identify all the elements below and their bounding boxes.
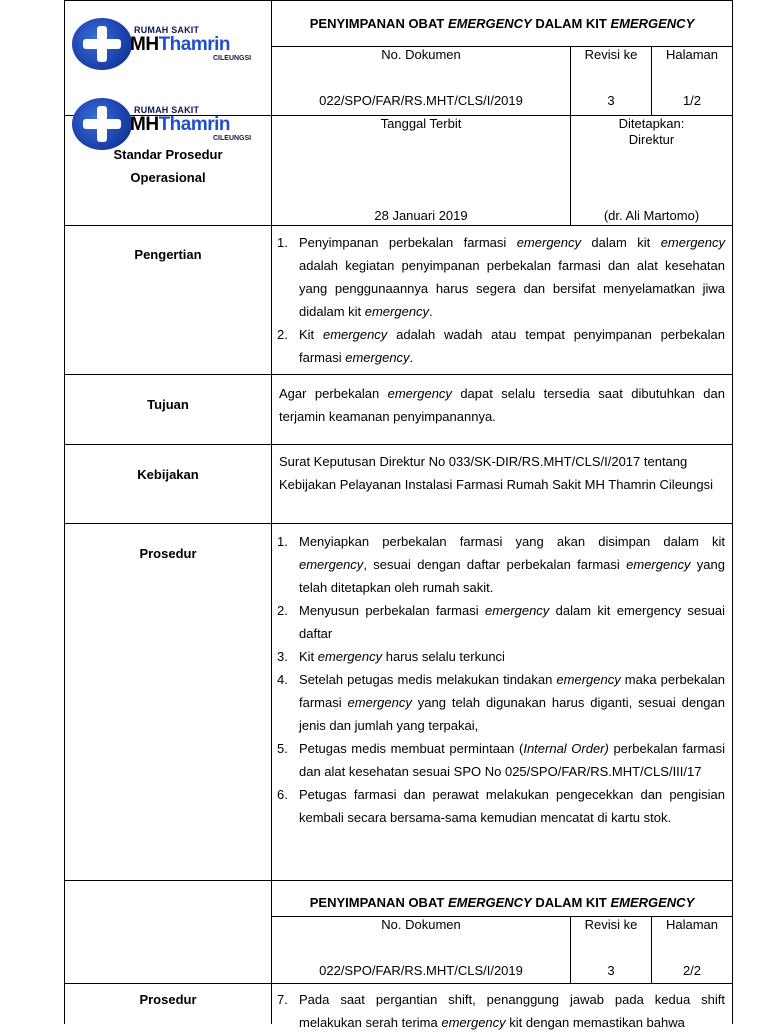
- logo-name: MHThamrin: [130, 34, 231, 55]
- tanggal-terbit-label: Tanggal Terbit: [380, 116, 462, 131]
- table-border-top: [64, 0, 733, 1]
- header2-row-line-2: [64, 983, 733, 984]
- table-divider-label: [271, 0, 272, 1024]
- no-dokumen-label: No. Dokumen: [381, 47, 461, 62]
- revisi-label-page-2: Revisi ke: [584, 917, 638, 932]
- no-dokumen-label-page-2: No. Dokumen: [381, 917, 461, 932]
- table-border-right: [732, 0, 733, 1024]
- list-item: 6. Petugas farmasi dan perawat melakukan pengecekkan dan pengisian kembali secara bersama-sama kemudian mencatat di kartu stok.: [277, 787, 725, 825]
- row-line-tujuan: [64, 374, 733, 375]
- spo-label-line-2: Operasional: [130, 170, 206, 185]
- list-item: 2. Kit emergency adalah wadah atau tempat penyimpanan perbekalan farmasi emergency.: [277, 327, 725, 365]
- logo-name: MHThamrin: [130, 114, 231, 135]
- section-label-prosedur: Prosedur: [139, 546, 197, 561]
- halaman-value-page-2: 2/2: [682, 963, 702, 978]
- halaman-label: Halaman: [665, 47, 719, 62]
- section-label-pengertian: Pengertian: [134, 247, 202, 262]
- document-title-page-2: PENYIMPANAN OBAT EMERGENCY DALAM KIT EMERGENCY: [309, 895, 695, 910]
- list-item: 7. Pada saat pergantian shift, penanggung jawab pada kedua shift melakukan serah terima emergency kit dengan memastikan bahwa: [277, 992, 725, 1030]
- list-item: 1. Penyimpanan perbekalan farmasi emergency dalam kit emergency adalah kegiatan penyimpanan perbekalan farmasi dan alat kesehatan yang penggunaannya harus segera dan bersifat menyelamatkan jiwa didalam kit emergency.: [277, 235, 725, 319]
- list-item: 3. Kit emergency harus selalu terkunci: [277, 649, 505, 664]
- tujuan-content: Agar perbekalan emergency dapat selalu tersedia saat dibutuhkan dan terjamin keamanan penyimpanannya.: [279, 386, 725, 424]
- document-title: PENYIMPANAN OBAT EMERGENCY DALAM KIT EMERGENCY: [309, 16, 695, 31]
- spo-label-line-1: Standar Prosedur: [113, 147, 223, 162]
- kebijakan-content: Surat Keputusan Direktur No 033/SK-DIR/RS.MHT/CLS/I/2017 tentang Kebijakan Pelayanan Instalasi Farmasi Rumah Sakit MH Thamrin Cileungsi: [279, 454, 714, 492]
- list-item: 4. Setelah petugas medis melakukan tindakan emergency maka perbekalan farmasi emergency yang telah digunakan harus diganti, sesuai dengan jenis dan jumlah yang terpakai,: [277, 672, 725, 733]
- hospital-logo: [72, 18, 262, 74]
- ditetapkan-label: Ditetapkan:: [618, 116, 685, 131]
- no-dokumen-value-page-2: 022/SPO/FAR/RS.MHT/CLS/I/2019: [319, 963, 523, 978]
- row-line-kebijakan: [64, 444, 733, 445]
- direktur-name: (dr. Ali Martomo): [603, 208, 700, 223]
- section-label-tujuan: Tujuan: [147, 397, 189, 412]
- direktur-label: Direktur: [628, 132, 675, 147]
- halaman-label-page-2: Halaman: [665, 917, 719, 932]
- logo-cileungsi: CILEUNGSI: [213, 135, 252, 142]
- pengertian-content: [272, 231, 725, 369]
- logo-rumah-sakit: RUMAH SAKIT: [134, 25, 200, 35]
- no-dokumen-value: 022/SPO/FAR/RS.MHT/CLS/I/2019: [319, 93, 523, 108]
- tanggal-terbit-value: 28 Januari 2019: [374, 208, 468, 223]
- prosedur-content: [272, 530, 725, 829]
- section-label-kebijakan: Kebijakan: [137, 467, 199, 482]
- revisi-value: 3: [607, 93, 615, 108]
- revisi-value-page-2: 3: [607, 963, 615, 978]
- revisi-label: Revisi ke: [584, 47, 638, 62]
- halaman-value: 1/2: [682, 93, 702, 108]
- row-line-prosedur: [64, 523, 733, 524]
- logo-rumah-sakit: RUMAH SAKIT: [134, 105, 200, 115]
- row-line-page2-header: [64, 880, 733, 881]
- prosedur-content-continued: [272, 988, 725, 1034]
- section-label-prosedur-continued: Prosedur: [139, 992, 197, 1007]
- logo-cileungsi: CILEUNGSI: [213, 55, 252, 62]
- list-item: 2. Menyusun perbekalan farmasi emergency dalam kit emergency sesuai daftar: [277, 603, 725, 641]
- list-item: 5. Petugas medis membuat permintaan (Internal Order) perbekalan farmasi dan alat kesehatan sesuai SPO No 025/SPO/FAR/RS.MHT/CLS/III/17: [277, 741, 725, 779]
- list-item: 1. Menyiapkan perbekalan farmasi yang akan disimpan dalam kit emergency, sesuai dengan daftar perbekalan farmasi emergency yang telah ditetapkan oleh rumah sakit.: [277, 534, 725, 595]
